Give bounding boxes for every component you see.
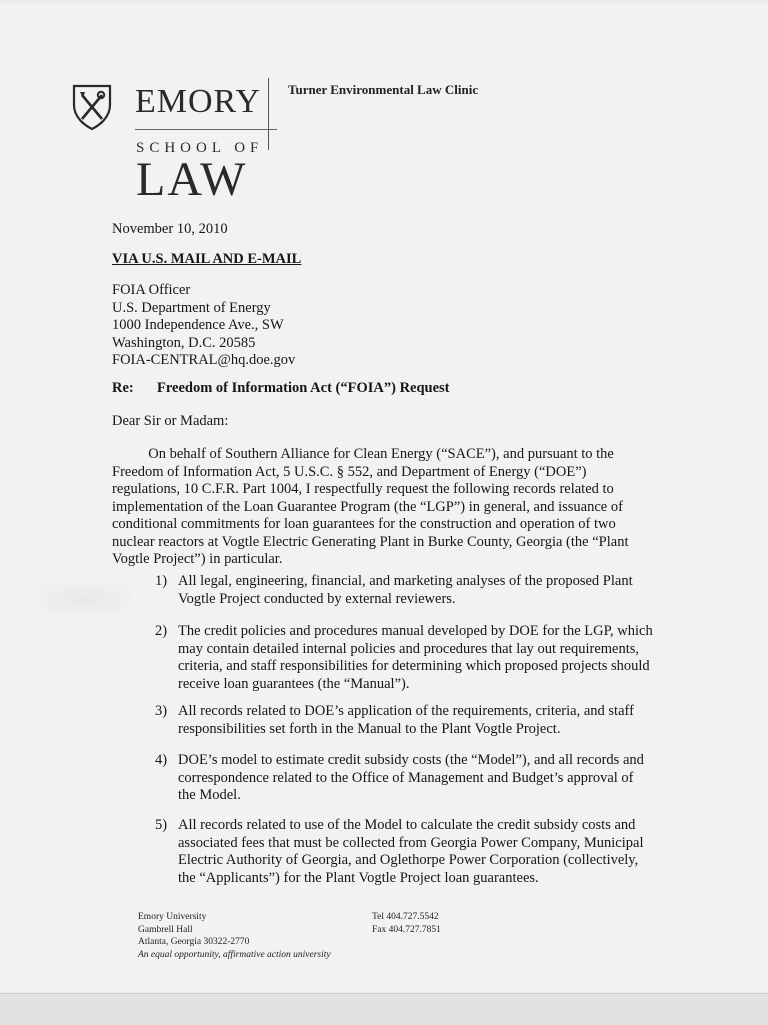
request-line: responsibilities set forth in the Manual to the Plant Vogtle Project. [178, 720, 561, 737]
body-line: nuclear reactors at Vogtle Electric Generating Plant in Burke County, Georgia (the “Plant [112, 533, 629, 550]
request-number: 3) [155, 703, 168, 719]
school-of-wordmark: SCHOOL OF [136, 140, 264, 156]
request-line: DOE’s model to estimate credit subsidy costs (the “Model”), and all records and [178, 752, 644, 768]
scan-smudge [40, 584, 130, 614]
body-line: regulations, 10 C.F.R. Part 1004, I respectfully request the following records related to [112, 481, 614, 497]
body-line: implementation of the Loan Guarantee Program (the “LGP”) in general, and issuance of [112, 498, 623, 515]
request-line: All records related to DOE’s application of the requirements, criteria, and staff [178, 703, 634, 719]
request-number: 4) [155, 752, 168, 768]
emory-wordmark: EMORY [135, 83, 261, 120]
footer-fax: Fax 404.727.7851 [372, 924, 441, 935]
request-line: All records related to use of the Model to calculate the credit subsidy costs and [178, 817, 636, 833]
logo-divider [135, 129, 277, 130]
body-line: Freedom of Information Act, 5 U.S.C. § 552, and Department of Energy (“DOE”) [112, 463, 587, 480]
body-line: Vogtle Project”) in particular. [112, 551, 283, 567]
recipient-address [112, 282, 295, 370]
recipient-email: FOIA-CENTRAL@hq.doe.gov [112, 352, 296, 368]
footer-tagline: An equal opportunity, affirmative action university [138, 949, 331, 960]
subject-text: Freedom of Information Act (“FOIA”) Request [157, 380, 450, 396]
recipient-line: U.S. Department of Energy [112, 299, 271, 316]
request-line: correspondence related to the Office of Management and Budget’s approval of [178, 769, 634, 786]
footer-line: Atlanta, Georgia 30322-2770 [138, 937, 250, 947]
request-number: 2) [155, 623, 168, 639]
body-paragraph [112, 446, 660, 569]
subject-label: Re: [112, 380, 134, 396]
footer-address [138, 911, 331, 961]
request-line: Electric Authority of Georgia, and Oglethorpe Power Corporation (collectively, [178, 852, 639, 868]
recipient-line: 1000 Independence Ave., SW [112, 317, 284, 333]
recipient-line: Washington, D.C. 20585 [112, 334, 256, 351]
request-line: All legal, engineering, financial, and marketing analyses of the proposed Plant [178, 573, 633, 589]
clinic-name: Turner Environmental Law Clinic [288, 82, 479, 97]
letterhead-divider [268, 78, 269, 150]
law-wordmark: LAW [136, 153, 248, 206]
request-line: criteria, and staff responsibilities for determining which proposed projects should [178, 658, 650, 674]
subject-line [112, 380, 450, 398]
delivery-method: VIA U.S. MAIL AND E-MAIL [112, 251, 302, 267]
request-number: 5) [155, 817, 168, 833]
footer-contact [372, 911, 441, 936]
footer-line: Gambrell Hall [138, 924, 193, 935]
request-line: the Model. [178, 787, 241, 803]
letter-page [0, 4, 768, 992]
request-line: the “Applicants”) for the Plant Vogtle Project loan guarantees. [178, 869, 539, 886]
request-line: may contain detailed internal policies and procedures that lay out requirements, [178, 640, 640, 657]
body-line: On behalf of Southern Alliance for Clean Energy (“SACE”), and pursuant to the [112, 446, 614, 462]
footer-line: Emory University [138, 912, 207, 922]
next-page-edge [0, 993, 768, 1025]
salutation: Dear Sir or Madam: [112, 413, 229, 429]
emory-shield-icon [72, 83, 112, 131]
letter-date: November 10, 2010 [112, 221, 228, 237]
request-line: Vogtle Project conducted by external reviewers. [178, 590, 456, 607]
request-line: The credit policies and procedures manual developed by DOE for the LGP, which [178, 623, 653, 639]
request-number: 1) [155, 573, 168, 589]
recipient-line: FOIA Officer [112, 282, 191, 298]
request-line: receive loan guarantees (the “Manual”). [178, 675, 410, 692]
request-line: associated fees that must be collected from Georgia Power Company, Municipal [178, 834, 644, 851]
emory-law-logo [72, 79, 282, 206]
body-line: conditional commitments for loan guarantees for the construction and operation of two [112, 516, 616, 532]
footer-tel: Tel 404.727.5542 [372, 912, 439, 922]
